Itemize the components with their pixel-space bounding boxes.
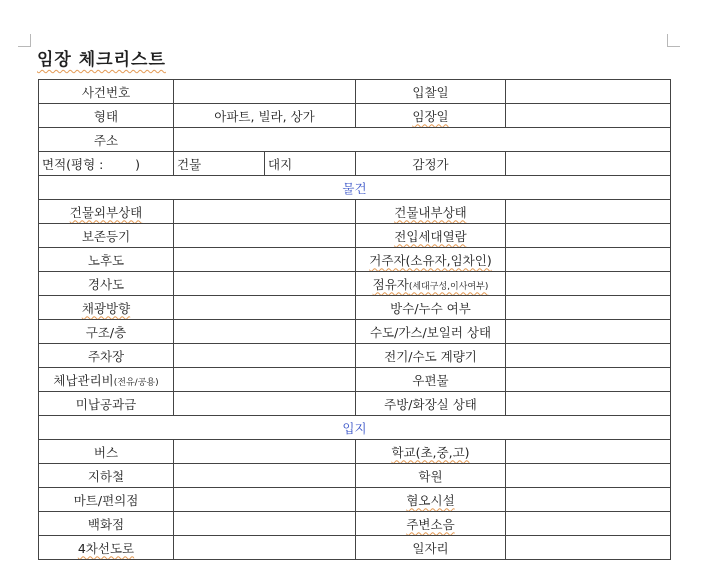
table-row [39, 536, 671, 560]
row-label [39, 296, 174, 320]
row-label-text: 건물외부상태 [69, 204, 143, 220]
row-label: 수도/가스/보일러 상태 [356, 320, 506, 344]
table-row [39, 488, 671, 512]
row-value[interactable] [506, 488, 671, 512]
row-label: 버스 [39, 440, 174, 464]
row-label: 노후도 [39, 248, 174, 272]
row-value[interactable] [174, 272, 356, 296]
row-value[interactable] [174, 248, 356, 272]
table-row [39, 224, 671, 248]
appraisal-label: 감정가 [356, 152, 506, 176]
row-label: 구조/층 [39, 320, 174, 344]
occupant-note: (세대구성,이사여부) [408, 281, 489, 292]
table-row [39, 440, 671, 464]
arrears-label: 체납관리비 [53, 372, 114, 388]
row-label [39, 368, 174, 392]
row-value[interactable] [174, 440, 356, 464]
table-row [39, 272, 671, 296]
appraisal-value[interactable] [506, 152, 671, 176]
row-label: 우편물 [356, 368, 506, 392]
type-label: 형태 [39, 104, 174, 128]
row-label: 전기/수도 계량기 [356, 344, 506, 368]
row-label: 백화점 [39, 512, 174, 536]
case-number-value[interactable] [174, 80, 356, 104]
row-value[interactable] [174, 512, 356, 536]
row-label-text: 채광방향 [81, 300, 131, 316]
row-label [356, 224, 506, 248]
table-row [39, 344, 671, 368]
row-value[interactable] [506, 320, 671, 344]
bid-date-value[interactable] [506, 80, 671, 104]
row-label-text: 학교(초,중,고) [391, 444, 470, 460]
row-value[interactable] [174, 320, 356, 344]
row-value[interactable] [506, 368, 671, 392]
crop-mark-top-left [18, 34, 31, 47]
row-label-text: 전입세대열람 [394, 228, 467, 244]
address-value[interactable] [174, 128, 671, 152]
section-property: 물건 [39, 176, 671, 200]
row-label: 방수/누수 여부 [356, 296, 506, 320]
checklist-table [38, 79, 671, 560]
row-label-text [373, 277, 489, 292]
section-location: 입지 [39, 416, 671, 440]
table-row [39, 368, 671, 392]
arrears-note: (전유/공용) [113, 377, 159, 388]
table-row [39, 464, 671, 488]
row-label [356, 440, 506, 464]
row-label-text: 혐오시설 [406, 492, 455, 508]
row-label [356, 272, 506, 296]
row-label: 마트/편의점 [39, 488, 174, 512]
row-value[interactable] [506, 296, 671, 320]
table-row [39, 248, 671, 272]
visit-date-value[interactable] [506, 104, 671, 128]
row-value[interactable] [506, 200, 671, 224]
row-label [39, 536, 174, 560]
row-label: 경사도 [39, 272, 174, 296]
table-row [39, 128, 671, 152]
visit-date-label [356, 104, 506, 128]
row-value[interactable] [506, 272, 671, 296]
address-label: 주소 [39, 128, 174, 152]
occupant-label: 점유자 [372, 276, 409, 292]
row-label: 일자리 [356, 536, 506, 560]
building-label: 건물 [174, 152, 265, 176]
crop-mark-top-right [667, 34, 680, 47]
table-row [39, 392, 671, 416]
table-row [39, 104, 671, 128]
row-label [356, 488, 506, 512]
row-value[interactable] [506, 440, 671, 464]
row-value[interactable] [506, 224, 671, 248]
table-row [39, 80, 671, 104]
row-value[interactable] [174, 392, 356, 416]
case-number-label: 사건번호 [39, 80, 174, 104]
row-label-text: 4차선도로 [77, 540, 135, 556]
row-value[interactable] [506, 248, 671, 272]
section-header-row [39, 416, 671, 440]
row-label: 주차장 [39, 344, 174, 368]
row-label-text: 거주자(소유자,임차인) [369, 252, 492, 268]
row-label-text: 건물내부상태 [394, 204, 467, 220]
row-label: 주방/화장실 상태 [356, 392, 506, 416]
row-label: 학원 [356, 464, 506, 488]
type-value[interactable]: 아파트, 빌라, 상가 [174, 104, 356, 128]
row-label [39, 200, 174, 224]
land-label: 대지 [265, 152, 356, 176]
row-label: 미납공과금 [39, 392, 174, 416]
row-value[interactable] [174, 368, 356, 392]
row-value[interactable] [506, 392, 671, 416]
row-value[interactable] [506, 464, 671, 488]
row-value[interactable] [506, 536, 671, 560]
bid-date-label: 입찰일 [356, 80, 506, 104]
row-label [356, 248, 506, 272]
table-row [39, 296, 671, 320]
row-label [356, 200, 506, 224]
row-label: 지하철 [39, 464, 174, 488]
table-row [39, 320, 671, 344]
table-row [39, 512, 671, 536]
row-value[interactable] [174, 200, 356, 224]
row-label: 보존등기 [39, 224, 174, 248]
section-header-row [39, 176, 671, 200]
row-value[interactable] [174, 488, 356, 512]
row-value[interactable] [174, 224, 356, 248]
row-value[interactable] [174, 464, 356, 488]
row-value[interactable] [174, 344, 356, 368]
visit-date-text: 임장일 [412, 108, 449, 124]
row-label-text: 주변소음 [406, 516, 455, 532]
area-label: 면적(평형 : ) [39, 152, 174, 176]
row-value[interactable] [174, 536, 356, 560]
table-row [39, 152, 671, 176]
row-label [356, 512, 506, 536]
document-title: 임장 체크리스트 [37, 50, 166, 70]
row-value[interactable] [506, 512, 671, 536]
row-value[interactable] [506, 344, 671, 368]
table-row [39, 200, 671, 224]
row-value[interactable] [174, 296, 356, 320]
